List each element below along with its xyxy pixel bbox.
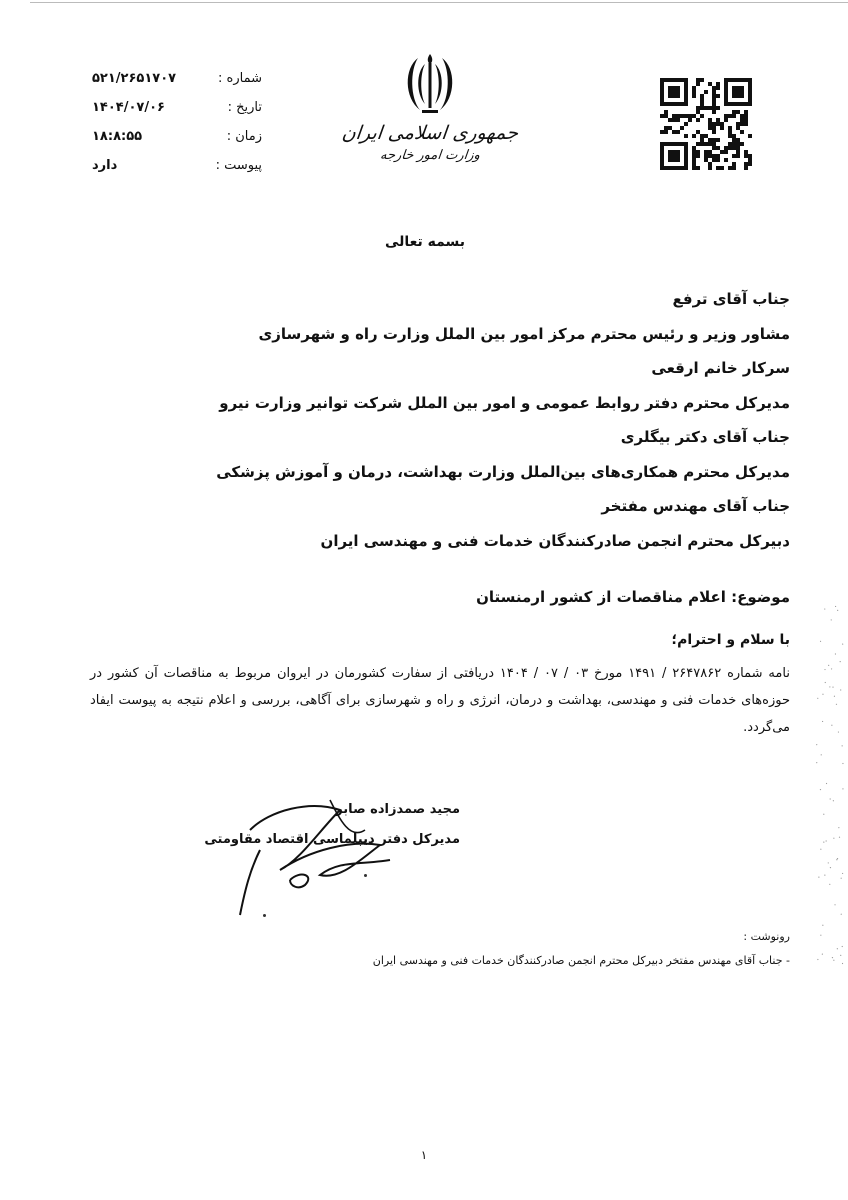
meta-number-row	[92, 64, 262, 93]
scan-noise	[816, 600, 844, 980]
recipients-list	[190, 282, 790, 558]
speck	[364, 874, 367, 877]
recipient-line: مدیرکل محترم همکاری‌های بین‌الملل وزارت بهداشت، درمان و آموزش پزشکی	[216, 462, 790, 481]
country-name: جمهوری اسلامی ایران	[340, 122, 520, 144]
meta-time-label: زمان :	[226, 129, 262, 144]
page-number: ۱	[420, 1148, 428, 1162]
meta-date-row	[92, 93, 262, 122]
ministry-name: وزارت امور خارجه	[379, 148, 481, 163]
recipient-line: جناب آقای مهندس مفتخر	[601, 497, 790, 515]
meta-attachment-value: دارد	[92, 158, 118, 173]
letter-subject: موضوع: اعلام مناقصات از کشور ارمنستان	[476, 588, 790, 606]
speck	[263, 914, 266, 917]
recipient-line: جناب آقای ترفع	[672, 290, 790, 308]
letter-meta	[92, 64, 262, 180]
meta-date-label: تاریخ :	[227, 100, 262, 115]
qr-code-icon	[660, 78, 752, 170]
invocation: بسمه تعالی	[384, 234, 466, 250]
meta-attachment-row	[92, 151, 262, 180]
meta-time-value: ۱۸:۸:۵۵	[92, 129, 143, 144]
recipient-line: مدیرکل محترم دفتر روابط عمومی و امور بین الملل شرکت توانیر وزارت نیرو	[219, 393, 790, 412]
letter-greeting: با سلام و احترام؛	[671, 632, 790, 648]
recipient-line: جناب آقای دکتر بیگلری	[620, 428, 790, 446]
cc-item: - جناب آقای مهندس مفتخر دبیرکل محترم انجمن صادرکنندگان خدمات فنی و مهندسی ایران	[372, 954, 790, 967]
meta-date-value: ۱۴۰۴/۰۷/۰۶	[92, 100, 165, 115]
cc-label: رونوشت :	[743, 930, 790, 943]
meta-number-label: شماره :	[218, 71, 262, 86]
signer-name: مجید صمدزاده صابر	[335, 802, 460, 817]
top-border-line	[30, 2, 848, 3]
recipient-line: مشاور وزیر و رئیس محترم مرکز امور بین الملل وزارت راه و شهرسازی	[258, 324, 790, 343]
recipient-line: سرکار خانم ارقعی	[651, 359, 790, 377]
letter-body: نامه شماره ۲۶۴۷۸۶۲ / ۱۴۹۱ مورخ ۰۳ / ۰۷ / ۱۴۰۴ دریافتی از سفارت کشورمان در ایروان مربوط به مناقصات آن کشور در حوزه‌های خدمات فنی و مهندسی، بهداشت و درمان، انرژی و راه و شهرسازی برای آگاهی، بررسی و اعلام نتیجه به پیوست ایفاد می‌گردد.	[90, 666, 790, 735]
iran-emblem-icon	[398, 48, 462, 120]
meta-attachment-label: پیوست :	[215, 158, 262, 173]
meta-number-value: ۵۲۱/۲۶۵۱۷۰۷	[92, 71, 177, 86]
letterhead	[340, 48, 520, 163]
recipient-line: دبیرکل محترم انجمن صادرکنندگان خدمات فنی و مهندسی ایران	[320, 531, 790, 550]
meta-time-row	[92, 122, 262, 151]
signer-title: مدیرکل دفتر دیپلماسی اقتصاد مقاومتی	[204, 832, 460, 847]
